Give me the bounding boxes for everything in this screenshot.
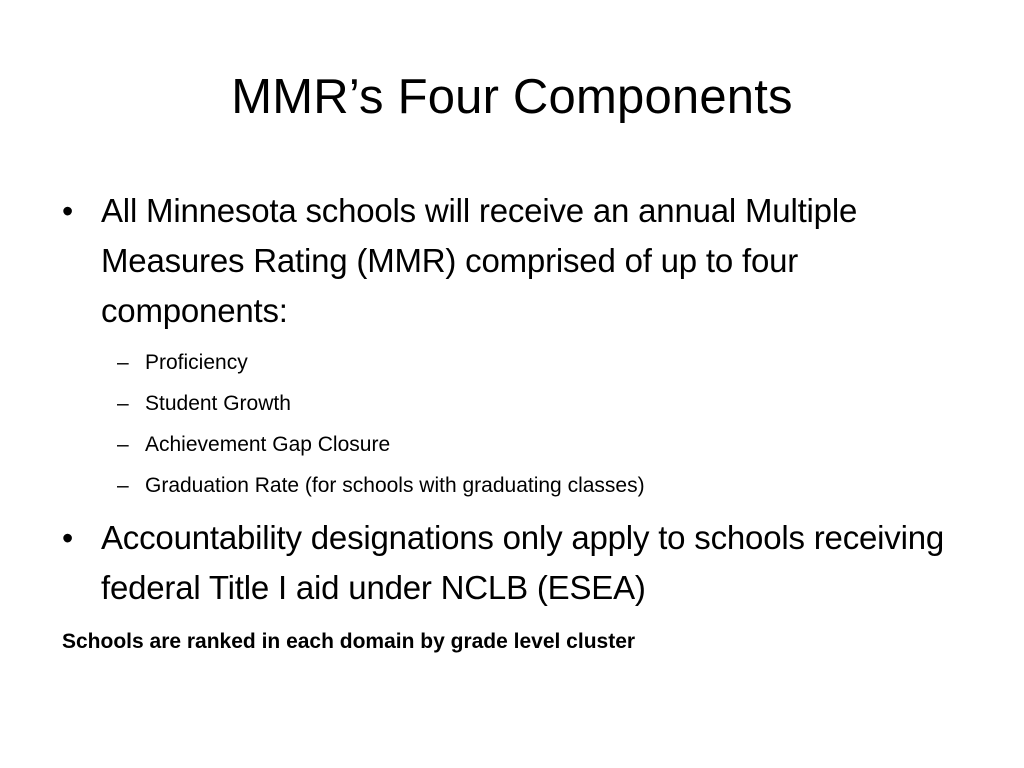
component-item-achievement-gap-closure xyxy=(117,426,977,467)
bullet-accountability xyxy=(62,513,962,613)
bullet-marker: • xyxy=(62,193,74,229)
component-list xyxy=(117,344,977,508)
component-label: Proficiency xyxy=(145,351,248,374)
bullet-mmr-description xyxy=(62,186,962,336)
component-item-proficiency xyxy=(117,344,977,385)
bullet-text: Accountability designations only apply to schools receiving federal Title I aid under NCLB (ESEA) xyxy=(101,519,945,606)
slide-title: MMR’s Four Components xyxy=(231,70,793,124)
dash-marker: – xyxy=(117,474,129,497)
dash-marker: – xyxy=(117,392,129,415)
component-item-student-growth xyxy=(117,385,977,426)
component-item-graduation-rate xyxy=(117,467,977,508)
component-label: Achievement Gap Closure xyxy=(145,433,391,456)
bullet-marker: • xyxy=(62,520,74,556)
ranking-note: Schools are ranked in each domain by grade level cluster xyxy=(62,630,636,653)
component-label: Graduation Rate (for schools with graduating classes) xyxy=(145,474,645,497)
dash-marker: – xyxy=(117,351,129,374)
bullet-text: All Minnesota schools will receive an annual Multiple Measures Rating (MMR) comprised of up to four components: xyxy=(101,192,858,329)
component-label: Student Growth xyxy=(145,392,291,415)
dash-marker: – xyxy=(117,433,129,456)
